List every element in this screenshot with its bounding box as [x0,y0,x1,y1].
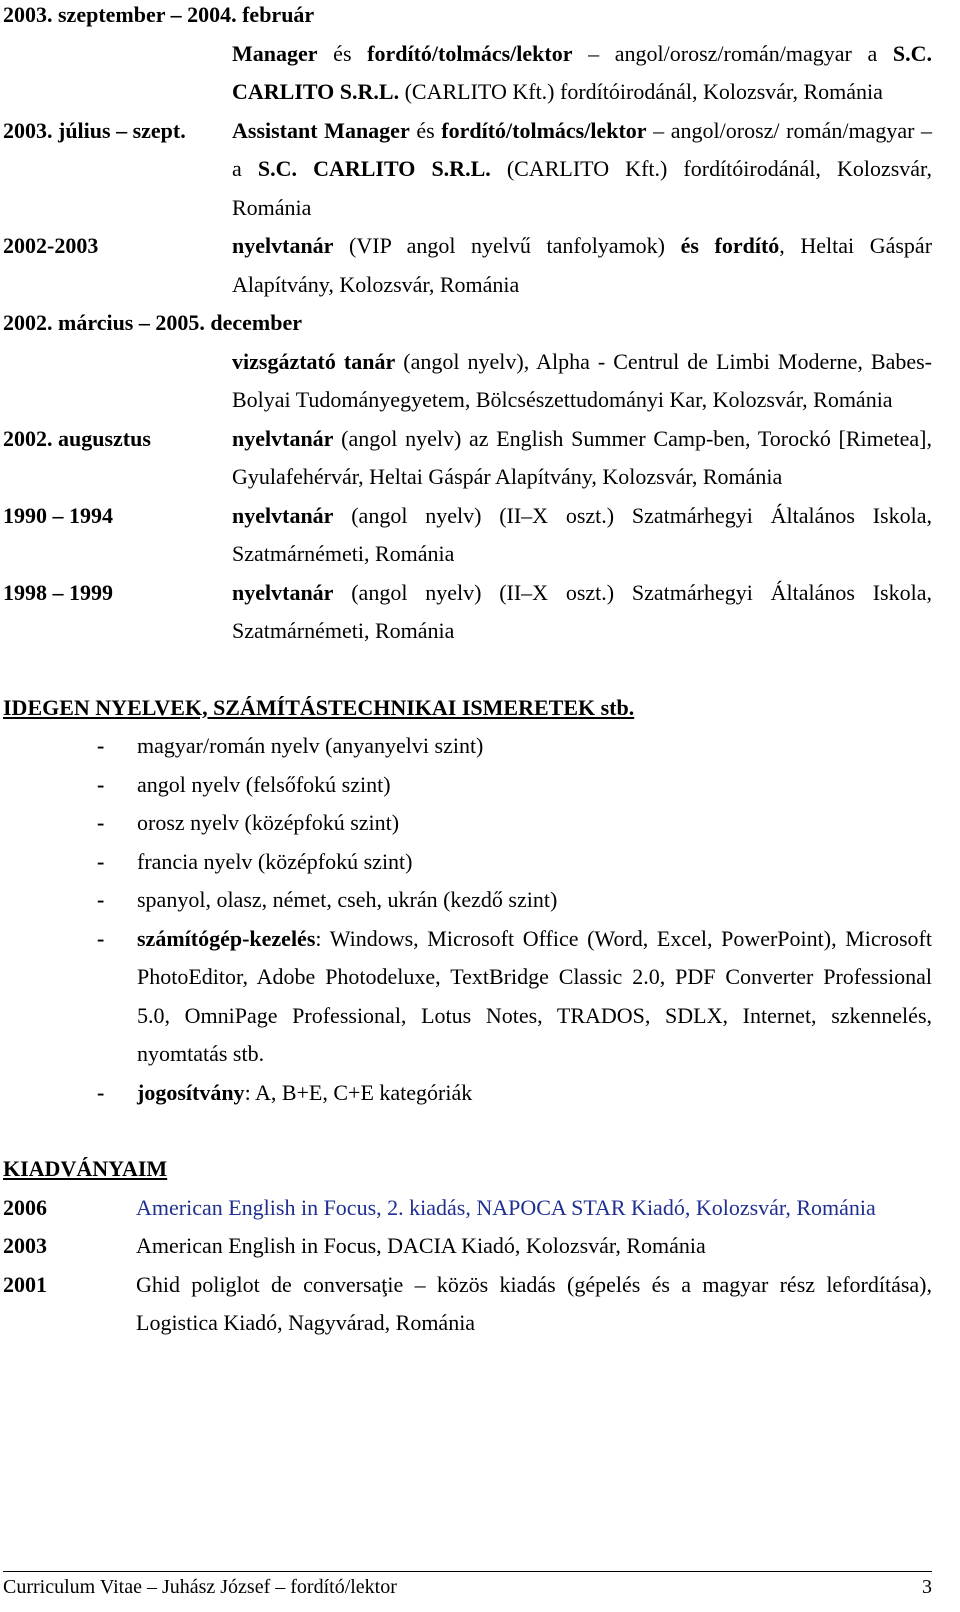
experience-rest: (angol nyelv), Alpha - Centrul de Limbi Moderne, Babes-Bolyai Tudományegyetem, Bölcsészettudományi Kar, Kolozsvár, Románia [232,348,932,412]
skill-text [137,1074,932,1113]
experience-date: 2002. augusztus [3,425,151,451]
publication-item [3,1266,932,1343]
experience-role: Assistant Manager [232,117,410,143]
experience-description [232,112,932,228]
experience-tail: (CARLITO Kft.) fordítóirodánál, Kolozsvár, Románia [232,156,932,220]
publication-year: 2003 [3,1233,47,1258]
publication-item [3,1189,932,1228]
experience-role-2: fordító/tolmács/lektor [367,40,573,66]
skill-detail: : Windows, Microsoft Office (Word, Excel, PowerPoint), Microsoft PhotoEditor, Adobe Photodeluxe, TextBridge Classic 2.0, PDF Converter Professional 5.0, OmniPage Professional, Lotus Notes, TRADOS, SDLX, Internet, szkennelés, nyomtatás stb. [137,925,932,1066]
experience-entry [3,227,932,304]
publication-text: American English in Focus, DACIA Kiadó, Kolozsvár, Románia [136,1233,706,1258]
experience-description [3,35,932,112]
experience-date: 2003. szeptember – 2004. február [3,2,315,27]
cv-page [3,0,932,1343]
experience-description [232,420,932,497]
list-item [3,920,932,1074]
experience-entry [3,574,932,651]
experience-date: 1990 – 1994 [3,502,113,528]
experience-role: nyelvtanár [232,425,334,451]
skill-text: spanyol, olasz, német, cseh, ukrán (kezdő szint) [137,887,558,912]
bullet-dash: - [97,848,105,874]
experience-rest: (angol nyelv) az English Summer Camp-ben, Torockó [Rimetea], Gyulafehérvár, Heltai Gáspár Alapítvány, Kolozsvár, Románia [232,425,932,489]
skill-label: jogosítvány [137,1079,245,1105]
list-item [3,1074,932,1113]
experience-rest: (VIP angol nyelvű tanfolyamok) [333,233,681,258]
experience-role: nyelvtanár [232,502,334,528]
experience-entry [3,0,932,112]
experience-date: 2002. március – 2005. december [3,310,302,335]
experience-description [232,227,932,304]
bullet-dash: - [97,810,105,835]
skill-text [137,920,932,1074]
experience-entry [3,304,932,420]
experience-role: nyelvtanár [232,233,334,258]
experience-rest: (angol nyelv) (II–X oszt.) Szatmárhegyi Általános Iskola, Szatmárnémeti, Románia [232,502,932,566]
skill-text: orosz nyelv (középfokú szint) [137,810,400,835]
experience-rest: – angol/orosz/román/magyar a [572,40,893,66]
experience-description [232,497,932,574]
publication-text: Ghid poliglot de conversaţie – közös kiadás (gépelés és a magyar rész lefordítása), Logistica Kiadó, Nagyvárad, Románia [136,1271,932,1335]
connector-text: és [317,40,368,66]
bullet-dash: - [97,733,105,758]
publications-heading: KIADVÁNYAIM [3,1156,168,1181]
experience-tail: (CARLITO Kft.) fordítóirodánál, Kolozsvár, Románia [399,79,883,104]
experience-role: Manager [232,40,318,66]
list-item [3,843,932,882]
experience-rest: – angol/orosz/ román/magyar – a [232,117,933,181]
list-item [3,766,932,805]
bullet-dash: - [97,771,105,797]
list-item [3,727,932,766]
experience-company: S.C. CARLITO S.R.L. [257,156,491,181]
skill-label: számítógép-kezelés [137,925,316,951]
page-footer [3,1571,932,1602]
skill-detail: : A, B+E, C+E kategóriák [244,1079,473,1105]
connector-text: és [409,117,442,143]
experience-entry [3,497,932,574]
footer-title: Curriculum Vitae – Juhász József – fordító/lektor [3,1576,397,1598]
skills-list [3,727,932,1112]
publication-item [3,1227,932,1266]
publication-year: 2006 [3,1194,47,1220]
experience-tail: , Heltai Gáspár Alapítvány, Kolozsvár, Románia [232,233,933,297]
experience-description [3,343,932,420]
experience-company: S.C. CARLITO S.R.L. [232,40,932,104]
experience-entry [3,112,932,228]
experience-role: vizsgáztató tanár [232,348,396,374]
experience-description [232,574,932,651]
publication-text: American English in Focus, 2. kiadás, NAPOCA STAR Kiadó, Kolozsvár, Románia [136,1194,876,1220]
languages-heading: IDEGEN NYELVEK, SZÁMÍTÁSTECHNIKAI ISMERETEK stb. [3,694,635,720]
bullet-dash: - [97,887,105,912]
experience-date: 2002-2003 [3,233,99,258]
experience-entry [3,420,932,497]
bullet-dash: - [97,1079,105,1105]
experience-date: 2003. július – szept. [3,117,186,143]
skill-text: francia nyelv (középfokú szint) [137,848,413,874]
experience-role-2: és fordító [680,233,780,258]
skill-text: angol nyelv (felsőfokú szint) [137,771,391,797]
experience-role: nyelvtanár [232,579,334,605]
list-item [3,881,932,920]
experience-rest: (angol nyelv) (II–X oszt.) Szatmárhegyi Általános Iskola, Szatmárnémeti, Románia [232,579,932,643]
experience-role-2: fordító/tolmács/lektor [441,117,647,143]
list-item [3,804,932,843]
bullet-dash: - [97,925,105,951]
publication-year: 2001 [3,1271,47,1297]
experience-date: 1998 – 1999 [3,579,113,605]
page-number: 3 [922,1576,932,1598]
skill-text: magyar/román nyelv (anyanyelvi szint) [137,733,484,758]
